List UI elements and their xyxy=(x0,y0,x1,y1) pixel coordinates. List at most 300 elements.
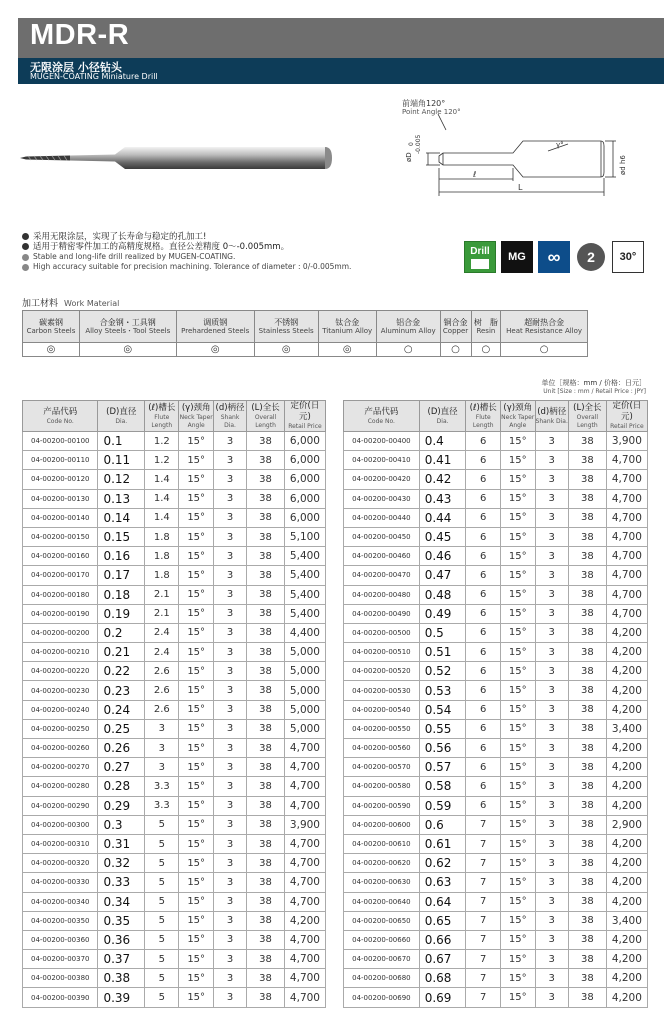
overall-length-cell: 38 xyxy=(247,758,285,777)
neck-angle-cell: 15° xyxy=(179,623,213,642)
flute-length-cell: 7 xyxy=(466,969,501,988)
table-row xyxy=(344,834,648,853)
table-row xyxy=(23,930,326,949)
flute-length-cell: 3 xyxy=(145,739,179,758)
overall-length-cell: 38 xyxy=(247,432,285,451)
table-row xyxy=(23,719,326,738)
code-cell: 04-00200-00120 xyxy=(23,470,98,489)
flute-length-cell: 5 xyxy=(145,911,179,930)
neck-angle-cell: 15° xyxy=(179,854,213,873)
point-angle-label-en: Point Angle 120° xyxy=(402,108,461,116)
table-row xyxy=(344,566,648,585)
table-row xyxy=(23,854,326,873)
flute-length-cell: 7 xyxy=(466,950,501,969)
table-row xyxy=(23,681,326,700)
table-row xyxy=(344,739,648,758)
neck-angle-cell: 15° xyxy=(501,758,536,777)
code-cell: 04-00200-00670 xyxy=(344,950,420,969)
diameter-cell: 0.33 xyxy=(98,873,145,892)
code-cell: 04-00200-00420 xyxy=(344,470,420,489)
shank-dia-cell: 3 xyxy=(213,969,246,988)
code-cell: 04-00200-00490 xyxy=(344,604,420,623)
price-cell: 4,700 xyxy=(284,834,325,853)
drill-dimension-diagram xyxy=(398,96,648,206)
code-cell: 04-00200-00690 xyxy=(344,988,420,1007)
neck-angle-cell: 15° xyxy=(179,950,213,969)
unit-note-zh: 单位［规格：mm / 价格：日元］ xyxy=(541,379,646,387)
table-row xyxy=(23,911,326,930)
neck-angle-cell: 15° xyxy=(501,777,536,796)
flute-length-cell: 6 xyxy=(466,470,501,489)
shank-dia-cell: 3 xyxy=(535,527,568,546)
shank-dia-cell: 3 xyxy=(535,873,568,892)
overall-length-cell: 38 xyxy=(247,566,285,585)
neck-angle-cell: 15° xyxy=(501,950,536,969)
overall-length-cell: 38 xyxy=(568,950,606,969)
price-cell: 4,200 xyxy=(606,796,647,815)
diameter-cell: 0.68 xyxy=(419,969,466,988)
neck-angle-cell: 15° xyxy=(501,681,536,700)
table-row xyxy=(344,508,648,527)
diameter-cell: 0.24 xyxy=(98,700,145,719)
column-header-en: Overall Length xyxy=(576,413,599,429)
shank-dia-cell: 3 xyxy=(535,719,568,738)
column-header xyxy=(419,401,466,432)
tol-bottom-label: -0.005 xyxy=(415,134,422,154)
table-row xyxy=(344,432,648,451)
shank-dia-cell: 3 xyxy=(213,508,246,527)
shank-dia-cell: 3 xyxy=(213,432,246,451)
overall-length-cell: 38 xyxy=(568,432,606,451)
code-cell: 04-00200-00260 xyxy=(23,739,98,758)
table-row xyxy=(344,662,648,681)
column-header xyxy=(179,401,213,432)
diameter-cell: 0.53 xyxy=(419,681,466,700)
neck-angle-cell: 15° xyxy=(501,604,536,623)
work-material-header xyxy=(501,311,588,343)
feature-item: 适用于精密零件加工的高精度规格。直径公差精度 0〜-0.005mm。 xyxy=(22,242,351,252)
infinity-icon: ∞ xyxy=(538,241,570,273)
shank-dia-cell: 3 xyxy=(213,815,246,834)
price-cell: 4,200 xyxy=(606,758,647,777)
neck-angle-cell: 15° xyxy=(501,834,536,853)
diameter-cell: 0.35 xyxy=(98,911,145,930)
shank-dia-cell: 3 xyxy=(213,451,246,470)
flute-length-cell: 7 xyxy=(466,815,501,834)
suitability-mark: ○ xyxy=(376,343,440,357)
material-name-zh: 碳素钢 xyxy=(38,317,63,327)
diameter-cell: 0.67 xyxy=(419,950,466,969)
code-cell: 04-00200-00280 xyxy=(23,777,98,796)
table-row xyxy=(23,873,326,892)
price-cell: 3,900 xyxy=(284,815,325,834)
table-row xyxy=(344,892,648,911)
overall-length-cell: 38 xyxy=(568,815,606,834)
flute-length-cell: 1.8 xyxy=(145,547,179,566)
price-cell: 4,700 xyxy=(606,527,647,546)
column-header-zh: 定价(日元) xyxy=(290,401,320,422)
price-cell: 4,200 xyxy=(606,681,647,700)
code-cell: 04-00200-00350 xyxy=(23,911,98,930)
price-cell: 4,200 xyxy=(284,911,325,930)
code-cell: 04-00200-00630 xyxy=(344,873,420,892)
diameter-cell: 0.61 xyxy=(419,834,466,853)
table-row xyxy=(344,604,648,623)
diameter-cell: 0.29 xyxy=(98,796,145,815)
shank-dia-cell: 3 xyxy=(535,969,568,988)
flute-length-cell: 7 xyxy=(466,854,501,873)
bullet-icon xyxy=(22,264,29,271)
code-cell: 04-00200-00200 xyxy=(23,623,98,642)
neck-angle-cell: 15° xyxy=(179,681,213,700)
column-header-en: Flute Length xyxy=(472,413,494,429)
product-table-right xyxy=(343,400,648,1008)
diameter-cell: 0.57 xyxy=(419,758,466,777)
flute-length-cell: 5 xyxy=(145,834,179,853)
flute-length-cell: 6 xyxy=(466,643,501,662)
shank-dia-cell: 3 xyxy=(213,681,246,700)
price-cell: 4,700 xyxy=(606,470,647,489)
price-cell: 4,200 xyxy=(606,700,647,719)
neck-angle-cell: 15° xyxy=(179,662,213,681)
table-row xyxy=(23,643,326,662)
neck-angle-cell: 15° xyxy=(501,815,536,834)
flute-length-cell: 6 xyxy=(466,777,501,796)
code-cell: 04-00200-00190 xyxy=(23,604,98,623)
overall-length-cell: 38 xyxy=(568,758,606,777)
price-cell: 4,200 xyxy=(606,892,647,911)
code-cell: 04-00200-00230 xyxy=(23,681,98,700)
overall-length-cell: 38 xyxy=(568,547,606,566)
table-header-row xyxy=(344,401,648,432)
column-header xyxy=(466,401,501,432)
flute-length-cell: 6 xyxy=(466,585,501,604)
overall-length-cell: 38 xyxy=(247,604,285,623)
code-cell: 04-00200-00410 xyxy=(344,451,420,470)
price-cell: 2,900 xyxy=(606,815,647,834)
shank-dia-cell: 3 xyxy=(535,988,568,1007)
flute-length-cell: 6 xyxy=(466,604,501,623)
diameter-cell: 0.5 xyxy=(419,623,466,642)
shank-dia-cell: 3 xyxy=(213,777,246,796)
overall-length-cell: 38 xyxy=(568,873,606,892)
material-name-zh: 铜合金 xyxy=(443,317,468,327)
overall-length-cell: 38 xyxy=(568,796,606,815)
shank-dia-cell: 3 xyxy=(213,604,246,623)
diameter-cell: 0.23 xyxy=(98,681,145,700)
product-subtitle-en: MUGEN-COATING Miniature Drill xyxy=(30,72,158,81)
column-header-zh: (D)直径 xyxy=(427,406,458,417)
flute-length-cell: 1.8 xyxy=(145,566,179,585)
shank-dia-cell: 3 xyxy=(535,758,568,777)
table-row xyxy=(344,815,648,834)
flute-length-cell: 5 xyxy=(145,950,179,969)
flute-length-cell: 5 xyxy=(145,969,179,988)
shank-dia-cell: 3 xyxy=(535,451,568,470)
diameter-cell: 0.12 xyxy=(98,470,145,489)
neck-angle-cell: 15° xyxy=(501,854,536,873)
diameter-cell: 0.28 xyxy=(98,777,145,796)
shank-dia-cell: 3 xyxy=(535,815,568,834)
code-cell: 04-00200-00650 xyxy=(344,911,420,930)
column-header xyxy=(247,401,285,432)
shank-dia-cell: 3 xyxy=(213,643,246,662)
shank-dia-cell: 3 xyxy=(535,470,568,489)
neck-angle-cell: 15° xyxy=(179,777,213,796)
shank-dia-cell: 3 xyxy=(213,739,246,758)
code-cell: 04-00200-00330 xyxy=(23,873,98,892)
code-cell: 04-00200-00220 xyxy=(23,662,98,681)
overall-length-cell: 38 xyxy=(247,988,285,1007)
material-name-zh: 调质钢 xyxy=(203,317,228,327)
table-row xyxy=(23,777,326,796)
code-cell: 04-00200-00540 xyxy=(344,700,420,719)
flute-length-cell: 6 xyxy=(466,489,501,508)
neck-angle-cell: 15° xyxy=(179,566,213,585)
code-cell: 04-00200-00620 xyxy=(344,854,420,873)
overall-length-cell: 38 xyxy=(247,643,285,662)
shank-dia-cell: 3 xyxy=(213,662,246,681)
tol-top-label: 0 xyxy=(408,142,415,146)
neck-angle-cell: 15° xyxy=(179,643,213,662)
price-cell: 4,700 xyxy=(606,566,647,585)
diameter-cell: 0.63 xyxy=(419,873,466,892)
table-row xyxy=(23,892,326,911)
overall-length-cell: 38 xyxy=(568,585,606,604)
code-cell: 04-00200-00170 xyxy=(23,566,98,585)
column-header-zh: (ℓ)槽长 xyxy=(469,402,497,413)
table-row xyxy=(23,470,326,489)
neck-angle-cell: 15° xyxy=(179,758,213,777)
diameter-cell: 0.58 xyxy=(419,777,466,796)
code-cell: 04-00200-00360 xyxy=(23,930,98,949)
shank-dia-cell: 3 xyxy=(213,854,246,873)
table-row xyxy=(23,739,326,758)
diameter-cell: 0.31 xyxy=(98,834,145,853)
code-cell: 04-00200-00580 xyxy=(344,777,420,796)
material-name-zh: 钛合金 xyxy=(335,317,360,327)
column-header-en: Retail Price xyxy=(610,423,644,430)
column-header xyxy=(501,401,536,432)
code-cell: 04-00200-00300 xyxy=(23,815,98,834)
neck-angle-cell: 15° xyxy=(179,873,213,892)
column-header-en: Shank Dia. xyxy=(220,413,240,429)
price-cell: 4,700 xyxy=(606,451,647,470)
column-header xyxy=(606,401,647,432)
code-cell: 04-00200-00310 xyxy=(23,834,98,853)
neck-angle-cell: 15° xyxy=(501,585,536,604)
diameter-cell: 0.55 xyxy=(419,719,466,738)
price-cell: 5,000 xyxy=(284,719,325,738)
flute-length-cell: 6 xyxy=(466,623,501,642)
table-row xyxy=(23,432,326,451)
overall-length-cell: 38 xyxy=(247,681,285,700)
overall-length-cell: 38 xyxy=(247,623,285,642)
flute-length-cell: 1.8 xyxy=(145,527,179,546)
price-cell: 6,000 xyxy=(284,508,325,527)
neck-angle-cell: 15° xyxy=(501,432,536,451)
bullet-icon xyxy=(22,233,29,240)
neck-angle-cell: 15° xyxy=(179,892,213,911)
table-header-row xyxy=(23,401,326,432)
overall-length-cell: 38 xyxy=(247,470,285,489)
flute-length-cell: 6 xyxy=(466,432,501,451)
code-cell: 04-00200-00180 xyxy=(23,585,98,604)
drill-image xyxy=(20,138,335,178)
flute-length-cell: 3 xyxy=(145,719,179,738)
flute-length-cell: 7 xyxy=(466,988,501,1007)
table-row xyxy=(344,681,648,700)
diameter-cell: 0.47 xyxy=(419,566,466,585)
code-cell: 04-00200-00130 xyxy=(23,489,98,508)
diameter-cell: 0.17 xyxy=(98,566,145,585)
code-cell: 04-00200-00570 xyxy=(344,758,420,777)
price-cell: 4,700 xyxy=(284,930,325,949)
price-cell: 3,400 xyxy=(606,911,647,930)
code-cell: 04-00200-00600 xyxy=(344,815,420,834)
column-header-zh: 定价(日元) xyxy=(612,401,642,422)
neck-angle-cell: 15° xyxy=(501,739,536,758)
table-row xyxy=(344,623,648,642)
shank-dia-cell: 3 xyxy=(535,489,568,508)
flute-length-cell: 5 xyxy=(145,854,179,873)
price-cell: 5,000 xyxy=(284,700,325,719)
column-header-en: Code No. xyxy=(367,417,395,425)
code-cell: 04-00200-00290 xyxy=(23,796,98,815)
code-cell: 04-00200-00250 xyxy=(23,719,98,738)
shank-dia-cell: 3 xyxy=(213,470,246,489)
shank-dia-cell: 3 xyxy=(213,719,246,738)
column-header-en: Dia. xyxy=(115,417,128,425)
price-cell: 4,200 xyxy=(606,969,647,988)
table-row xyxy=(23,489,326,508)
product-title: MDR-R xyxy=(30,19,130,51)
price-cell: 4,700 xyxy=(284,969,325,988)
work-material-header xyxy=(176,311,254,343)
neck-angle-cell: 15° xyxy=(179,815,213,834)
table-row xyxy=(344,489,648,508)
suitability-mark: ○ xyxy=(440,343,471,357)
price-cell: 4,700 xyxy=(606,489,647,508)
gamma-label: γ° xyxy=(556,141,564,149)
neck-angle-cell: 15° xyxy=(179,911,213,930)
table-row xyxy=(23,623,326,642)
table-row xyxy=(344,873,648,892)
code-cell: 04-00200-00440 xyxy=(344,508,420,527)
neck-angle-cell: 15° xyxy=(179,432,213,451)
flute-length-cell: 6 xyxy=(466,527,501,546)
shank-dia-cell: 3 xyxy=(213,623,246,642)
flute-length-cell: 2.4 xyxy=(145,643,179,662)
column-header-en: Retail Price xyxy=(288,423,322,430)
feature-badges xyxy=(464,241,644,273)
helix-angle-icon: 30° xyxy=(612,241,644,273)
code-cell: 04-00200-00320 xyxy=(23,854,98,873)
shank-dia-cell: 3 xyxy=(535,643,568,662)
neck-angle-cell: 15° xyxy=(501,508,536,527)
neck-angle-cell: 15° xyxy=(179,489,213,508)
material-name-en: Titanium Alloy xyxy=(322,326,373,335)
overall-length-cell: 38 xyxy=(568,681,606,700)
table-row xyxy=(344,988,648,1007)
code-cell: 04-00200-00390 xyxy=(23,988,98,1007)
material-name-en: Alloy Steels・Tool Steels xyxy=(85,326,171,335)
diameter-cell: 0.22 xyxy=(98,662,145,681)
column-header-en: Shank Dia. xyxy=(535,417,568,425)
shank-dia-cell: 3 xyxy=(535,681,568,700)
overall-length-cell: 38 xyxy=(247,700,285,719)
diameter-cell: 0.46 xyxy=(419,547,466,566)
two-flute-icon: 2 xyxy=(575,241,607,273)
overall-length-cell: 38 xyxy=(568,643,606,662)
price-cell: 4,200 xyxy=(606,988,647,1007)
diameter-cell: 0.65 xyxy=(419,911,466,930)
diameter-cell: 0.18 xyxy=(98,585,145,604)
flute-length-cell: 2.1 xyxy=(145,604,179,623)
table-row xyxy=(344,950,648,969)
code-cell: 04-00200-00110 xyxy=(23,451,98,470)
column-header-zh: (L)全长 xyxy=(251,402,280,413)
shank-dia-cell: 3 xyxy=(213,911,246,930)
flute-length-cell: 1.2 xyxy=(145,451,179,470)
feature-list xyxy=(22,232,351,272)
price-cell: 4,200 xyxy=(606,643,647,662)
flute-length-cell: 5 xyxy=(145,815,179,834)
overall-length-cell: 38 xyxy=(247,911,285,930)
table-row xyxy=(344,585,648,604)
flute-length-cell: 6 xyxy=(466,662,501,681)
material-name-zh: 合金钢・工具钢 xyxy=(99,317,156,327)
feature-item: High accuracy suitable for precision machining. Tolerance of diameter : 0/-0.005mm. xyxy=(22,262,351,272)
flute-length-cell: 6 xyxy=(466,451,501,470)
overall-length-cell: 38 xyxy=(568,451,606,470)
price-cell: 4,700 xyxy=(284,950,325,969)
flute-length-cell: 2.6 xyxy=(145,662,179,681)
overall-length-cell: 38 xyxy=(568,777,606,796)
price-cell: 3,900 xyxy=(606,432,647,451)
shank-dia-cell: 3 xyxy=(535,796,568,815)
shank-dia-cell: 3 xyxy=(213,585,246,604)
overall-length-cell: 38 xyxy=(247,489,285,508)
diameter-cell: 0.49 xyxy=(419,604,466,623)
code-cell: 04-00200-00550 xyxy=(344,719,420,738)
flute-length-cell: 3.3 xyxy=(145,777,179,796)
overall-length-cell: 38 xyxy=(568,527,606,546)
column-header-zh: 产品代码 xyxy=(364,406,399,417)
diameter-cell: 0.25 xyxy=(98,719,145,738)
diameter-cell: 0.4 xyxy=(419,432,466,451)
overall-length-cell: 38 xyxy=(568,700,606,719)
flute-length-cell: 5 xyxy=(145,930,179,949)
neck-angle-cell: 15° xyxy=(501,892,536,911)
diameter-cell: 0.13 xyxy=(98,489,145,508)
shank-dia-cell: 3 xyxy=(213,700,246,719)
suitability-mark: ◎ xyxy=(176,343,254,357)
shank-dia-cell: 3 xyxy=(213,566,246,585)
bullet-icon xyxy=(22,243,29,250)
shank-label: ød h6 xyxy=(619,155,627,175)
neck-angle-cell: 15° xyxy=(179,451,213,470)
overall-length-cell: 38 xyxy=(568,892,606,911)
overall-length-cell: 38 xyxy=(568,930,606,949)
drill-type-icon: Drill xyxy=(464,241,496,273)
diameter-cell: 0.62 xyxy=(419,854,466,873)
table-row xyxy=(23,815,326,834)
table-row xyxy=(23,662,326,681)
overall-length-label: L xyxy=(518,183,523,192)
table-row xyxy=(344,969,648,988)
column-header-zh: 产品代码 xyxy=(43,406,78,417)
